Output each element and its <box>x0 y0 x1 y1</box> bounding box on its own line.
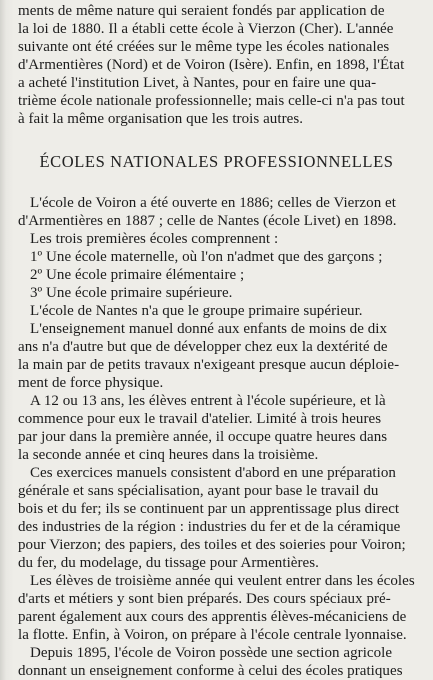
text-line: Les élèves de troisième année qui veulent entrer dans les écoles <box>30 573 415 589</box>
text-line: L'école de Voiron a été ouverte en 1886; celles de Vierzon et <box>30 195 396 211</box>
text-line: des industries de la région : industries du fer et de la céramique <box>18 519 401 535</box>
text-line: pour Vierzon; des papiers, des toiles et des soieries pour Voiron; <box>18 537 406 553</box>
text-line: à fait la même organisation que les trois autres. <box>18 111 304 127</box>
text-line: 1º Une école maternelle, où l'on n'admet que des garçons ; <box>30 249 383 265</box>
text-line: bois et du fer; ils se continuent par un apprentissage plus direct <box>18 501 400 517</box>
text-line: la flotte. Enfin, à Voiron, on prépare à l'école centrale lyonnaise. <box>18 627 407 643</box>
text-line: Depuis 1895, l'école de Voiron possède une section agricole <box>30 645 393 661</box>
text-line: la main par de petits travaux n'exigeant presque aucun déploie- <box>18 357 400 373</box>
text-line: par jour dans la première année, il occupe quatre heures dans <box>18 429 388 445</box>
section-heading: ÉCOLES NATIONALES PROFESSIONNELLES <box>39 152 394 171</box>
text-line: L'enseignement manuel donné aux enfants de moins de dix <box>30 321 388 337</box>
text-line: du fer, du modelage, du tissage pour Armentières. <box>18 555 319 571</box>
text-line: la loi de 1880. Il a établi cette école à Vierzon (Cher). L'année <box>18 21 394 37</box>
text-line: ans n'a d'autre but que de développer chez eux la dextérité de <box>18 339 388 355</box>
text-line: L'école de Nantes n'a que le groupe primaire supérieur. <box>30 303 363 319</box>
text-line: donnant un enseignement conforme à celui des écoles pratiques <box>18 663 403 679</box>
text-line: Les trois premières écoles comprennent : <box>30 231 279 247</box>
text-line: d'Armentières (Nord) et de Voiron (Isère). Enfin, en 1898, l'État <box>18 57 405 73</box>
text-line: Ces exercices manuels consistent d'abord en une préparation <box>30 465 396 481</box>
text-line: 3º Une école primaire supérieure. <box>30 285 233 301</box>
text-line: d'Armentières en 1887 ; celle de Nantes (école Livet) en 1898. <box>18 213 397 229</box>
text-line: ment de force physique. <box>18 375 164 391</box>
text-line: suivante ont été créées sur le même type les écoles nationales <box>18 39 390 55</box>
text-line: A 12 ou 13 ans, les élèves entrent à l'école supérieure, et là <box>30 393 386 409</box>
text-line: la seconde année et cinq heures dans la troisième. <box>18 447 319 463</box>
text-line: générale et sans spécialisation, ayant pour base le travail du <box>18 483 379 499</box>
text-line: parent également aux cours des apprentis élèves-mécaniciens de <box>18 609 407 625</box>
text-line: trième école nationale professionnelle; mais celle-ci n'a pas tout <box>18 93 405 109</box>
text-line: d'arts et métiers y sont bien préparés. Des cours spéciaux pré- <box>18 591 391 607</box>
text-line: 2º Une école primaire élémentaire ; <box>30 267 245 283</box>
text-line: ments de même nature qui seraient fondés par application de <box>18 3 385 19</box>
text-line: commence pour eux le travail d'atelier. Limité à trois heures <box>18 411 382 427</box>
text-line: a acheté l'institution Livet, à Nantes, pour en faire une qua- <box>18 75 377 91</box>
